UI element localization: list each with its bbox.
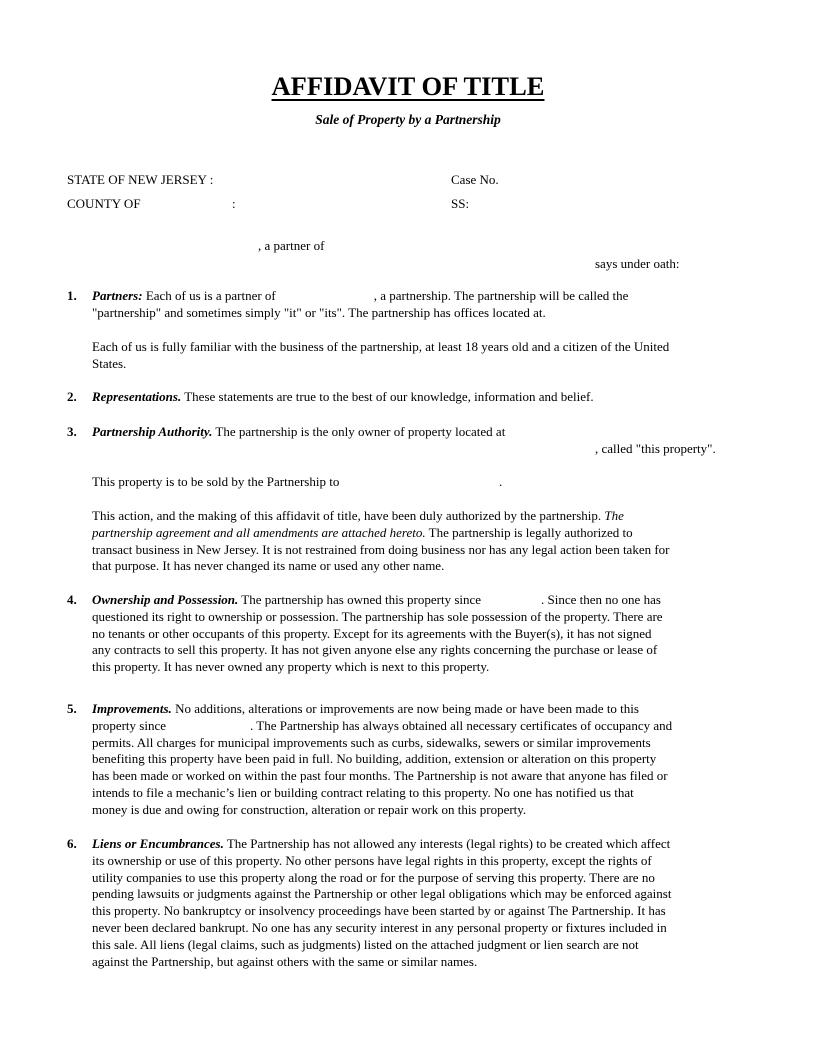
- section-5-line-3: permits. All charges for municipal improvements such as curbs, sidewalks, sewers or similar improvements: [92, 734, 651, 750]
- section-4-line-2: questioned its right to ownership or possession. The partnership has sole possession of the property. There are: [92, 608, 663, 624]
- section-2-representations: [92, 389, 752, 406]
- document-subtitle: Sale of Property by a Partnership: [315, 112, 501, 127]
- section-5-line-6: intends to file a mechanic’s lien or building contract relating to this property. No one has notified us that: [92, 784, 634, 800]
- section-4-ownership: [92, 592, 752, 676]
- section-5-line-1: No additions, alterations or improvements are now being made or have been made to this: [171, 701, 639, 716]
- section-3-partnership-authority: [92, 424, 752, 441]
- section-3-line-2: , called "this property".: [595, 441, 716, 456]
- section-4-line-1a: The partnership has owned this property since: [238, 592, 482, 607]
- section-6-line-2: its ownership or use of this property. No other persons have legal rights in this property, except the rights of: [92, 852, 652, 868]
- section-4-line-4: any contracts to sell this property. It has not given anyone else any rights concerning the purchase or lease of: [92, 642, 658, 658]
- section-3-sold-text: This property is to be sold by the Partnership to: [92, 474, 340, 489]
- state-label: STATE OF NEW JERSEY :: [67, 172, 214, 187]
- section-3-p3-line-1a: This action, and the making of this affidavit of title, have been duly authorized by the partnership.: [92, 508, 602, 523]
- section-6-line-1: The Partnership has not allowed any interests (legal rights) to be created which affect: [223, 836, 671, 851]
- section-1-line-1a: Each of us is a partner of: [142, 288, 276, 303]
- case-number-label: Case No.: [451, 172, 499, 187]
- section-3-number: 3.: [67, 424, 77, 439]
- section-6-liens: [92, 836, 752, 970]
- section-3-line-1: The partnership is the only owner of property located at: [212, 424, 506, 439]
- section-3-sold-period: .: [499, 474, 503, 489]
- section-1-number: 1.: [67, 288, 77, 303]
- section-6-line-3: utility companies to use this property along the road or for the purpose of serving this property. There are no: [92, 869, 655, 885]
- section-4-line-5: this property. It has never owned any property which is next to this property.: [92, 659, 490, 675]
- says-under-oath-text: says under oath:: [595, 256, 680, 271]
- section-5-number: 5.: [67, 701, 77, 716]
- section-1-paragraph-2: [92, 339, 752, 373]
- county-label: COUNTY OF: [67, 196, 141, 211]
- section-5-line-5: has been made or worked on within the past four months. The Partnership is not aware that anyone has filed or: [92, 768, 668, 784]
- section-5-line-2b: . The Partnership has always obtained all necessary certificates of occupancy and: [250, 717, 673, 733]
- section-6-line-4: pending lawsuits or judgments against the Partnership or other legal obligations which may be enforced against: [92, 886, 672, 902]
- section-4-number: 4.: [67, 592, 77, 607]
- section-6-line-7: this sale. All liens (legal claims, such as judgments) listed on the attached judgment or lien search are not: [92, 936, 639, 952]
- section-4-line-1b: . Since then no one has: [541, 592, 661, 607]
- section-2-number: 2.: [67, 389, 77, 404]
- section-3-p3-line-3: transact business in New Jersey. It is not restrained from doing business nor has any legal action been taken for: [92, 541, 670, 557]
- section-6-line-5: this property. No bankruptcy or insolvency proceedings have been started by or against The Partnership. It has: [92, 903, 666, 919]
- section-4-line-3: no tenants or other occupants of this property. Except for its agreements with the Buyer(s), it has not signed: [92, 625, 652, 641]
- section-2-text: These statements are true to the best of our knowledge, information and belief.: [181, 389, 594, 404]
- section-5-line-2a: property since: [92, 717, 167, 733]
- section-1-line-1b: , a partnership. The partnership will be called the: [373, 288, 629, 303]
- partner-of-text: , a partner of: [258, 238, 325, 253]
- ss-label: SS:: [451, 196, 470, 211]
- section-1-partners: [92, 288, 752, 322]
- section-6-number: 6.: [67, 836, 77, 851]
- section-5-heading: Improvements.: [92, 701, 172, 716]
- section-6-line-6: never been declared bankrupt. No one has any security interest in any personal property or fixtures included in: [92, 919, 667, 935]
- section-5-line-4: benefiting this property have been paid in full. No building, addition, extension or alteration on this property: [92, 751, 657, 767]
- section-6-line-8: against the Partnership, but against others with the same or similar names.: [92, 953, 478, 969]
- section-1-line-2: "partnership" and sometimes simply "it" or "its". The partnership has offices located at.: [92, 304, 546, 320]
- section-3-heading: Partnership Authority.: [92, 424, 213, 439]
- section-3-p3-line-2b: The partnership is legally authorized to: [425, 524, 633, 540]
- section-3-paragraph-3: [92, 508, 752, 575]
- section-1-p2-line-1: Each of us is fully familiar with the business of the partnership, at least 18 years old and a citizen of the United: [92, 339, 670, 354]
- section-3-p3-line-2a: partnership agreement and all amendments are attached hereto.: [92, 524, 426, 540]
- section-1-heading: Partners:: [92, 288, 143, 303]
- section-5-line-7: money is due and owing for construction, alteration or repair work on this property.: [92, 801, 527, 817]
- section-3-p3-line-1b: The: [601, 508, 624, 523]
- section-3-p3-line-4: that purpose. It has never changed its name or used any other name.: [92, 558, 445, 574]
- section-6-heading: Liens or Encumbrances.: [92, 836, 224, 851]
- document-title: AFFIDAVIT OF TITLE: [271, 71, 545, 101]
- section-5-improvements: [92, 701, 752, 819]
- section-4-heading: Ownership and Possession.: [92, 592, 239, 607]
- section-1-p2-line-2: States.: [92, 355, 127, 371]
- section-2-heading: Representations.: [92, 389, 182, 404]
- county-colon: :: [232, 196, 236, 211]
